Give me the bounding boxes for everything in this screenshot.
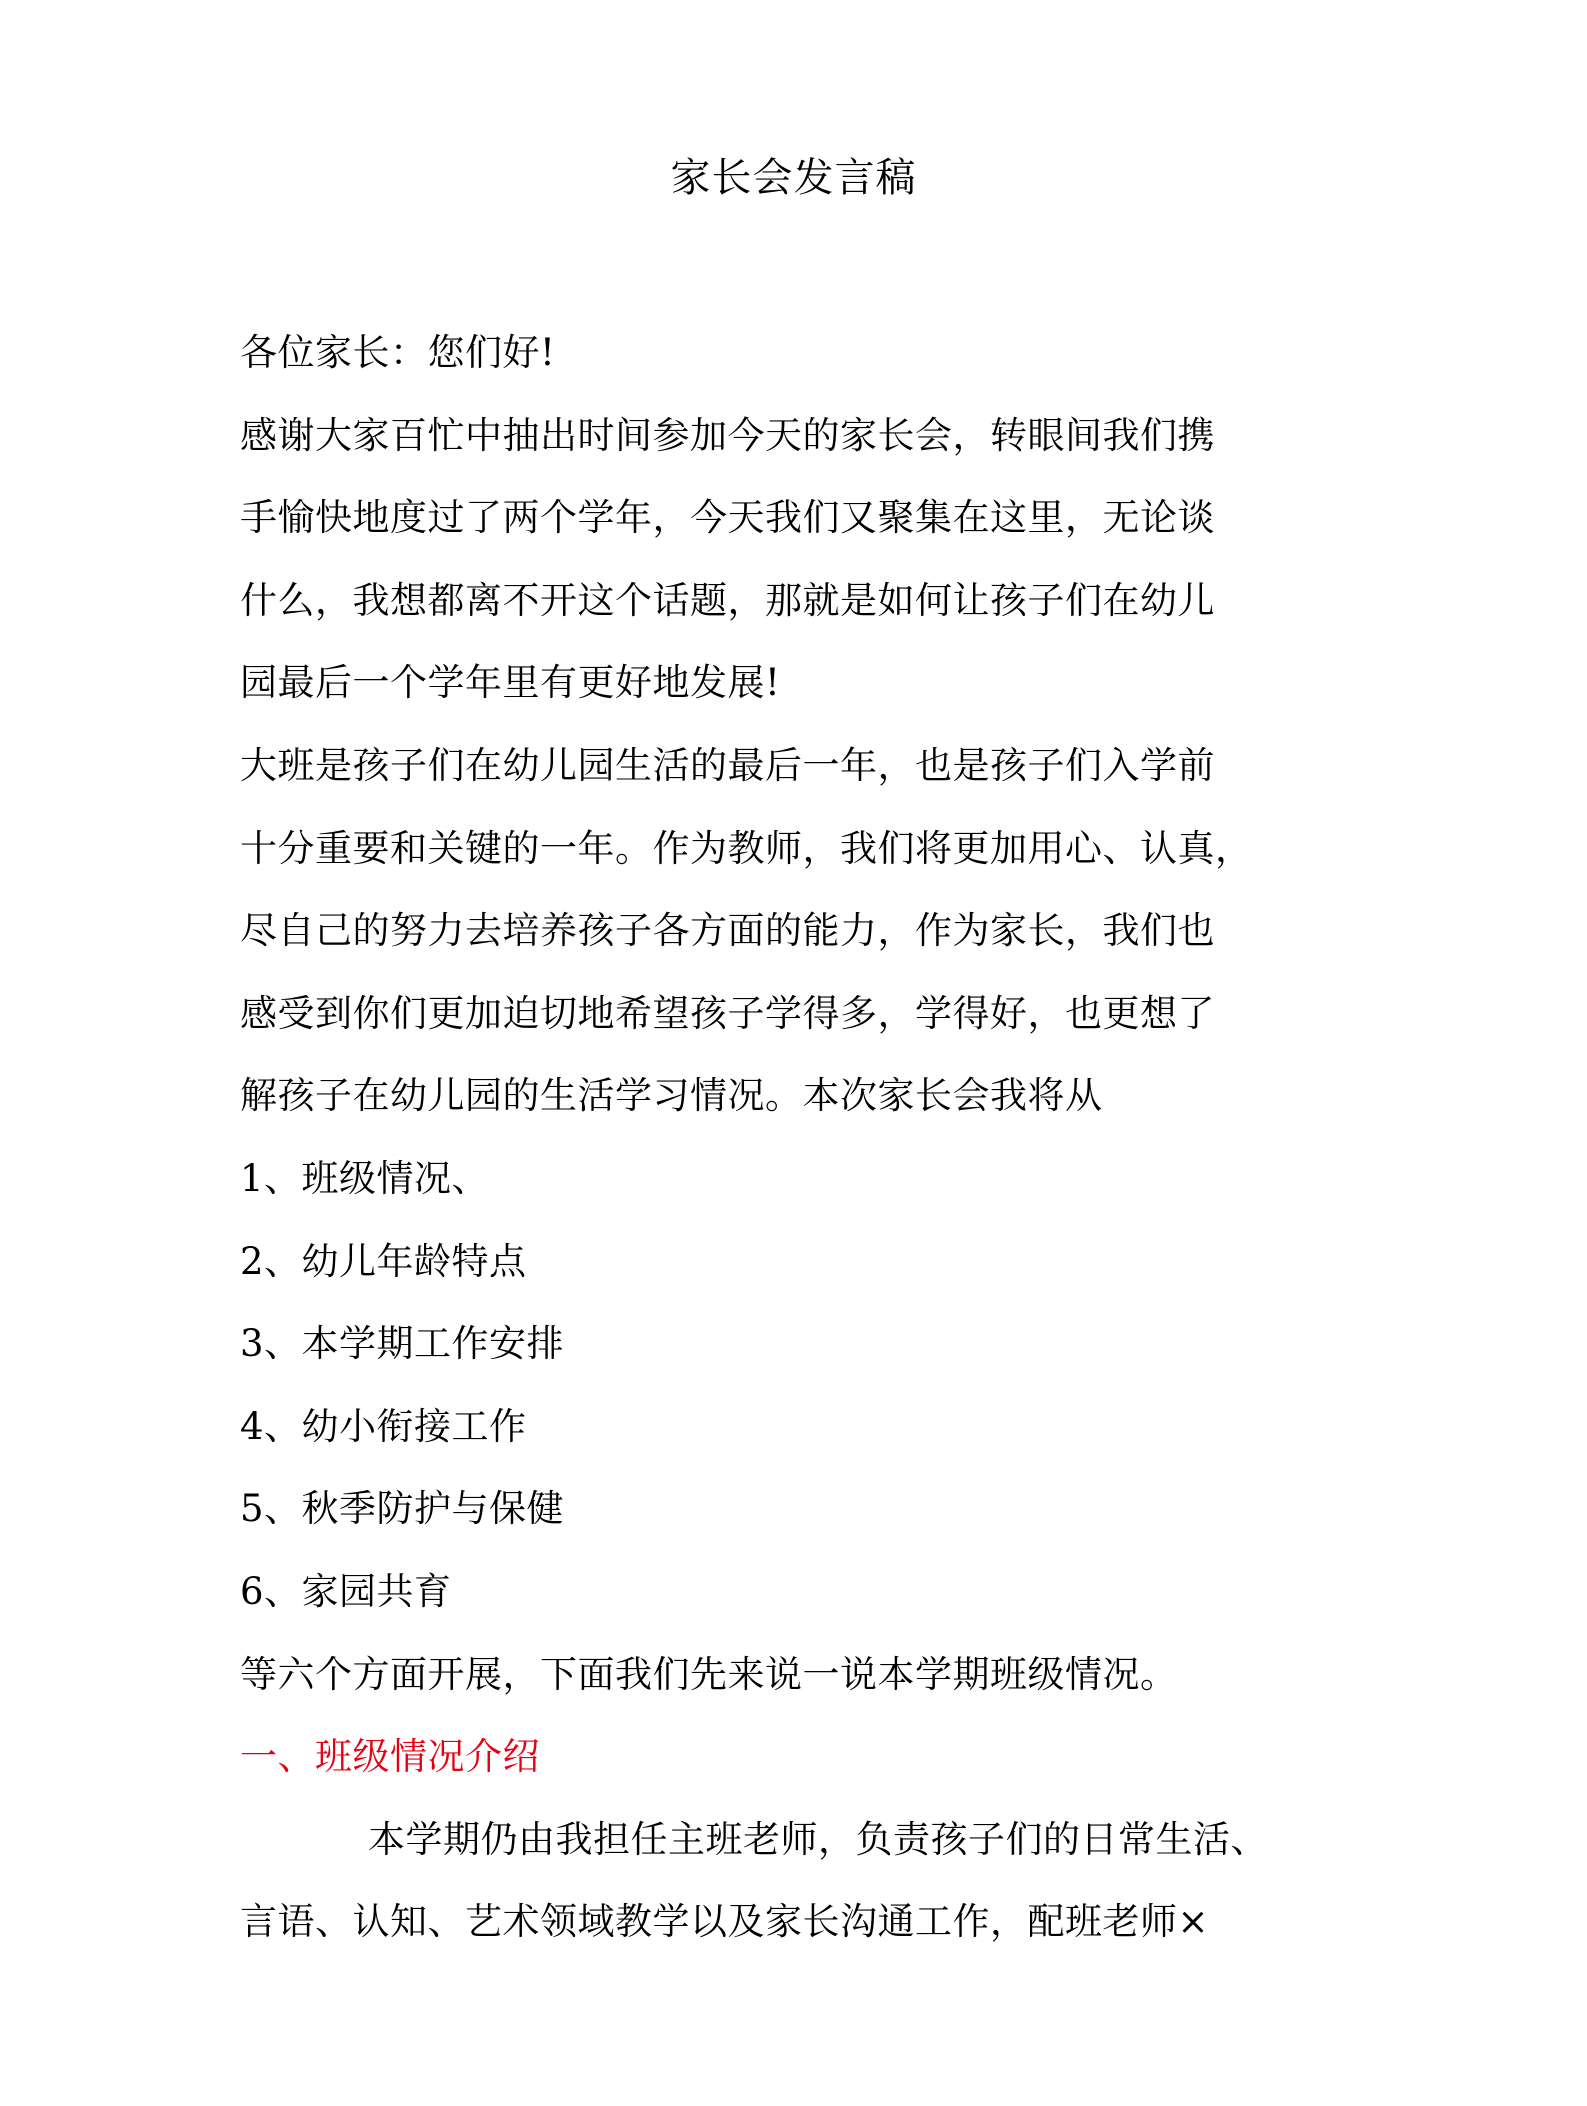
paragraph-line: 尽自己的努力去培养孩子各方面的能力，作为家长，我们也 bbox=[240, 909, 1215, 953]
paragraph-line: 感谢大家百忙中抽出时间参加今天的家长会，转眼间我们携 bbox=[240, 413, 1215, 457]
agenda-item: 5、秋季防护与保健 bbox=[240, 1487, 565, 1531]
agenda-item: 1、班级情况、 bbox=[240, 1156, 490, 1200]
paragraph-line: 十分重要和关键的一年。作为教师，我们将更加用心、认真， bbox=[240, 826, 1253, 870]
agenda-closing: 等六个方面开展，下面我们先来说一说本学期班级情况。 bbox=[240, 1652, 1178, 1696]
paragraph-line: 大班是孩子们在幼儿园生活的最后一年，也是孩子们入学前 bbox=[240, 743, 1215, 787]
document-body bbox=[240, 312, 1380, 1964]
paragraph-intro bbox=[240, 395, 1380, 725]
agenda-item: 3、本学期工作安排 bbox=[240, 1322, 565, 1366]
paragraph-line: 解孩子在幼儿园的生活学习情况。本次家长会我将从 bbox=[240, 1074, 1103, 1118]
paragraph-line: 手愉快地度过了两个学年，今天我们又聚集在这里，无论谈 bbox=[240, 496, 1215, 540]
paragraph-class-intro bbox=[240, 1799, 1380, 1964]
greeting: 各位家长：您们好! bbox=[240, 331, 556, 374]
paragraph-senior-class bbox=[240, 725, 1380, 1138]
paragraph-line: 园最后一个学年里有更好地发展! bbox=[240, 661, 781, 705]
paragraph-line: 本学期仍由我担任主班老师，负责孩子们的日常生活、 bbox=[368, 1817, 1268, 1861]
agenda-item: 2、幼儿年龄特点 bbox=[240, 1239, 527, 1283]
paragraph-line: 感受到你们更加迫切地希望孩子学得多，学得好，也更想了 bbox=[240, 991, 1215, 1035]
agenda-item: 4、幼小衔接工作 bbox=[240, 1404, 527, 1448]
paragraph-line: 什么，我想都离不开这个话题，那就是如何让孩子们在幼儿 bbox=[240, 578, 1215, 622]
agenda-list bbox=[240, 1138, 1380, 1634]
document-title: 家长会发言稿 bbox=[670, 155, 917, 201]
paragraph-line: 言语、认知、艺术领域教学以及家长沟通工作，配班老师× bbox=[240, 1900, 1210, 1944]
section-heading-class-intro: 一、班级情况介绍 bbox=[240, 1735, 540, 1779]
agenda-item: 6、家园共育 bbox=[240, 1569, 452, 1613]
